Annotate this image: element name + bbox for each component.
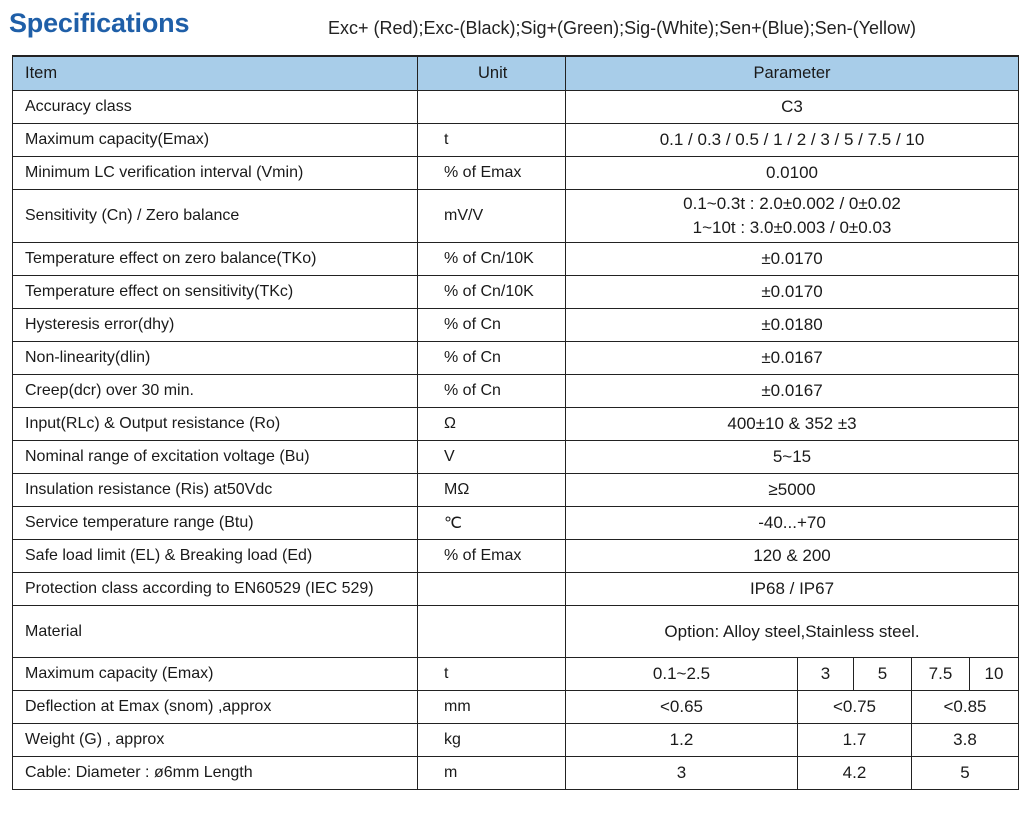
row-unit: % of Emax <box>418 157 566 190</box>
row-item: Creep(dcr) over 30 min. <box>13 375 418 408</box>
row-item: Material <box>13 606 418 658</box>
row-item: Temperature effect on zero balance(TKo) <box>13 243 418 276</box>
row-unit: MΩ <box>418 474 566 507</box>
row-param: IP68 / IP67 <box>566 573 1019 606</box>
row-unit: % of Cn/10K <box>418 276 566 309</box>
weight-cell: 1.2 <box>566 724 798 757</box>
row-param: 5~15 <box>566 441 1019 474</box>
table-row <box>13 91 1019 124</box>
row-unit: % of Cn/10K <box>418 243 566 276</box>
capacity-cell: 7.5 <box>912 658 970 691</box>
row-item: Non-linearity(dlin) <box>13 342 418 375</box>
row-param <box>566 190 1019 243</box>
row-item: Maximum capacity (Emax) <box>13 658 418 691</box>
sensitivity-line-1: 0.1~0.3t : 2.0±0.002 / 0±0.02 <box>683 194 901 213</box>
capacity-cell: 3 <box>798 658 854 691</box>
row-item: Weight (G) , approx <box>13 724 418 757</box>
row-param: ±0.0170 <box>566 243 1019 276</box>
row-item: Cable: Diameter : ø6mm Length <box>13 757 418 790</box>
table-row <box>13 157 1019 190</box>
table-row <box>13 606 1019 658</box>
row-item: Deflection at Emax (snom) ,approx <box>13 691 418 724</box>
row-unit: ℃ <box>418 507 566 540</box>
table-header-row <box>13 56 1019 91</box>
row-param: Option: Alloy steel,Stainless steel. <box>566 606 1019 658</box>
row-unit: % of Cn <box>418 375 566 408</box>
row-unit: mV/V <box>418 190 566 243</box>
row-unit: kg <box>418 724 566 757</box>
row-item: Sensitivity (Cn) / Zero balance <box>13 190 418 243</box>
row-param: -40...+70 <box>566 507 1019 540</box>
deflection-cell: <0.65 <box>566 691 798 724</box>
row-item: Input(RLc) & Output resistance (Ro) <box>13 408 418 441</box>
table-row <box>13 190 1019 243</box>
row-param: ±0.0167 <box>566 342 1019 375</box>
row-param: 120 & 200 <box>566 540 1019 573</box>
row-param: ≥5000 <box>566 474 1019 507</box>
row-item: Safe load limit (EL) & Breaking load (Ed) <box>13 540 418 573</box>
row-unit: m <box>418 757 566 790</box>
row-unit: % of Cn <box>418 309 566 342</box>
cable-cell: 4.2 <box>798 757 912 790</box>
row-item: Nominal range of excitation voltage (Bu) <box>13 441 418 474</box>
row-param: C3 <box>566 91 1019 124</box>
weight-cell: 3.8 <box>912 724 1019 757</box>
table-row <box>13 408 1019 441</box>
row-unit: mm <box>418 691 566 724</box>
wire-color-legend: Exc+ (Red);Exc-(Black);Sig+(Green);Sig-(White);Sen+(Blue);Sen-(Yellow) <box>328 18 917 38</box>
row-item: Minimum LC verification interval (Vmin) <box>13 157 418 190</box>
row-param: ±0.0170 <box>566 276 1019 309</box>
table-row <box>13 243 1019 276</box>
row-param: ±0.0167 <box>566 375 1019 408</box>
cable-row <box>13 757 1019 790</box>
row-item: Temperature effect on sensitivity(TKc) <box>13 276 418 309</box>
header-item: Item <box>13 56 418 91</box>
weight-cell: 1.7 <box>798 724 912 757</box>
header-parameter: Parameter <box>566 56 1019 91</box>
row-unit <box>418 91 566 124</box>
row-unit: V <box>418 441 566 474</box>
table-row <box>13 276 1019 309</box>
capacity-row <box>13 658 1019 691</box>
capacity-cell: 10 <box>970 658 1019 691</box>
table-row <box>13 342 1019 375</box>
deflection-cell: <0.85 <box>912 691 1019 724</box>
row-item: Protection class according to EN60529 (IEC 529) <box>13 573 418 606</box>
table-row <box>13 474 1019 507</box>
row-item: Insulation resistance (Ris) at50Vdc <box>13 474 418 507</box>
row-item: Hysteresis error(dhy) <box>13 309 418 342</box>
row-unit: Ω <box>418 408 566 441</box>
row-unit: t <box>418 658 566 691</box>
table-row <box>13 540 1019 573</box>
row-unit: % of Emax <box>418 540 566 573</box>
cable-cell: 3 <box>566 757 798 790</box>
row-item: Maximum capacity(Emax) <box>13 124 418 157</box>
header-unit: Unit <box>418 56 566 91</box>
table-row <box>13 309 1019 342</box>
weight-row <box>13 724 1019 757</box>
sensitivity-line-2: 1~10t : 3.0±0.003 / 0±0.03 <box>692 218 892 237</box>
row-unit <box>418 606 566 658</box>
deflection-cell: <0.75 <box>798 691 912 724</box>
capacity-cell: 5 <box>854 658 912 691</box>
specifications-table <box>12 55 1019 790</box>
row-param: 0.0100 <box>566 157 1019 190</box>
table-row <box>13 573 1019 606</box>
capacity-cell: 0.1~2.5 <box>566 658 798 691</box>
row-param: 400±10 & 352 ±3 <box>566 408 1019 441</box>
row-item: Accuracy class <box>13 91 418 124</box>
row-item: Service temperature range (Btu) <box>13 507 418 540</box>
page-title: Specifications <box>9 8 190 38</box>
row-param: ±0.0180 <box>566 309 1019 342</box>
table-row <box>13 124 1019 157</box>
row-unit: t <box>418 124 566 157</box>
table-row <box>13 507 1019 540</box>
table-row <box>13 441 1019 474</box>
table-row <box>13 375 1019 408</box>
cable-cell: 5 <box>912 757 1019 790</box>
deflection-row <box>13 691 1019 724</box>
row-unit: % of Cn <box>418 342 566 375</box>
row-unit <box>418 573 566 606</box>
row-param: 0.1 / 0.3 / 0.5 / 1 / 2 / 3 / 5 / 7.5 / 10 <box>566 124 1019 157</box>
